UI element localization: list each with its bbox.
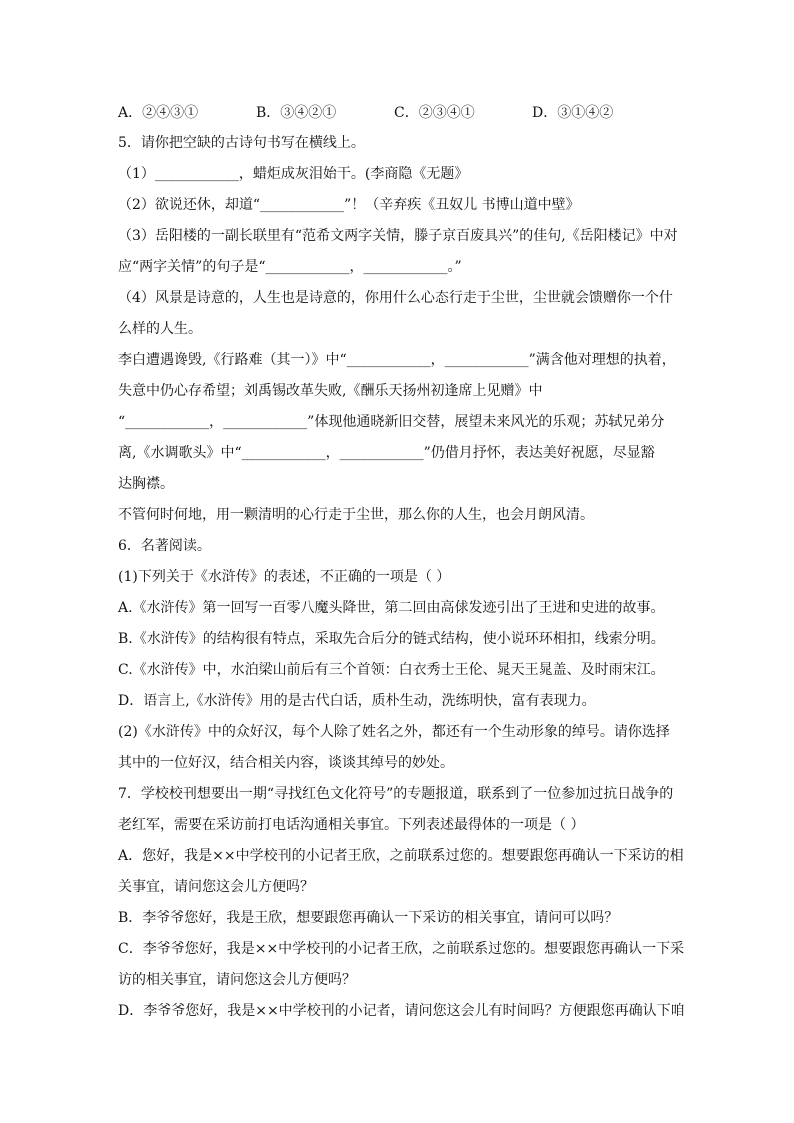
q7-option: 关事宜，请问您这会儿方便吗？: [118, 879, 314, 895]
q5-title: 5．请你把空缺的古诗句书写在横线上。: [118, 135, 365, 151]
q7-option: C．李爷爷您好，我是××中学校刊的小记者王欣，之前联系过您的。想要跟您再确认一下采: [118, 941, 685, 957]
q5-line: 离,《水调歌头》中“____________，____________”仍借月抒怀，表达美好祝愿，尽显豁: [118, 445, 655, 461]
q6-option: C.《水浒传》中，水泊梁山前后有三个首领：白衣秀士王伦、晁天王晁盖、及时雨宋江。: [118, 662, 665, 678]
q5-line: 不管何时何地，用一颗清明的心行走于尘世，那么你的人生，也会月朗风清。: [118, 507, 594, 523]
q5-line: 李白遭遇谗毁,《行路难（其一）》中“____________，____________”满含他对理想的执着，: [118, 352, 676, 368]
q6-option: B.《水浒传》的结构很有特点，采取先合后分的链式结构，使小说环环相扣，线索分明。: [118, 631, 665, 647]
q4-option-a: A．②④③①: [118, 105, 199, 121]
q6-title: 6．名著阅读。: [118, 538, 211, 554]
q5-line: （1）____________，蜡炬成灰泪始干。(李商隐《无题》: [118, 166, 469, 182]
q7-option: 访的相关事宜，请问您这会儿方便吗？: [118, 972, 356, 988]
q4-option-b: B．③④②①: [256, 105, 337, 121]
q5-line: 么样的人生。: [118, 321, 202, 337]
q7-line: 7．学校校刊想要出一期“寻找红色文化符号”的专题报道，联系到了一位参加过抗日战争的: [118, 786, 674, 802]
q4-option-d: D．③①④②: [532, 105, 614, 121]
q5-line: 失意中仍心存希望；刘禹锡改革失败,《酬乐天扬州初逢席上见赠》中: [118, 383, 543, 399]
q6-option: A.《水浒传》第一回写一百零八魔头降世，第二回由高俅发迹引出了王进和史进的故事。: [118, 600, 665, 616]
q7-option: B．李爷爷您好，我是王欣，想要跟您再确认一下采访的相关事宜，请问可以吗？: [118, 910, 619, 926]
q7-option: A．您好，我是××中学校刊的小记者王欣，之前联系过您的。想要跟您再确认一下采访的相: [118, 848, 684, 864]
q4-option-c: C．②③④①: [394, 105, 475, 121]
q5-line: （4）风景是诗意的，人生也是诗意的，你用什么心态行走于尘世，尘世就会馈赠你一个什: [118, 290, 673, 306]
q5-line: 达胸襟。: [118, 476, 174, 492]
q5-line: （2）欲说还休，却道“____________”！（辛弃疾《丑奴儿 书博山道中壁》: [118, 197, 580, 213]
q7-line: 老红军，需要在采访前打电话沟通相关事宜。下列表述最得体的一项是（ ）: [118, 817, 585, 833]
q6-line: (1)下列关于《水浒传》的表述，不正确的一项是（ ）: [118, 569, 451, 585]
q7-option: D．李爷爷您好，我是××中学校刊的小记者，请问您这会儿有时间吗？方便跟您再确认下咱: [118, 1003, 685, 1019]
q5-line: （3）岳阳楼的一副长联里有“范希文两字关情，滕子京百废具兴”的佳句,《岳阳楼记》中对: [118, 228, 678, 244]
q5-line: “____________，____________”体现他通晓新旧交替，展望未来风光的乐观；苏轼兄弟分: [118, 414, 665, 430]
q6-line: 其中的一位好汉，结合相关内容，谈谈其绰号的妙处。: [118, 755, 454, 771]
q6-option: D．语言上,《水浒传》用的是古代白话，质朴生动，洗练明快，富有表现力。: [118, 693, 596, 709]
q5-line: 应“两字关情”的句子是“____________，____________。”: [118, 259, 462, 275]
q6-line: (2)《水浒传》中的众好汉，每个人除了姓名之外，都还有一个生动形象的绰号。请你选择: [118, 724, 670, 740]
q4-options-row: [118, 103, 684, 123]
